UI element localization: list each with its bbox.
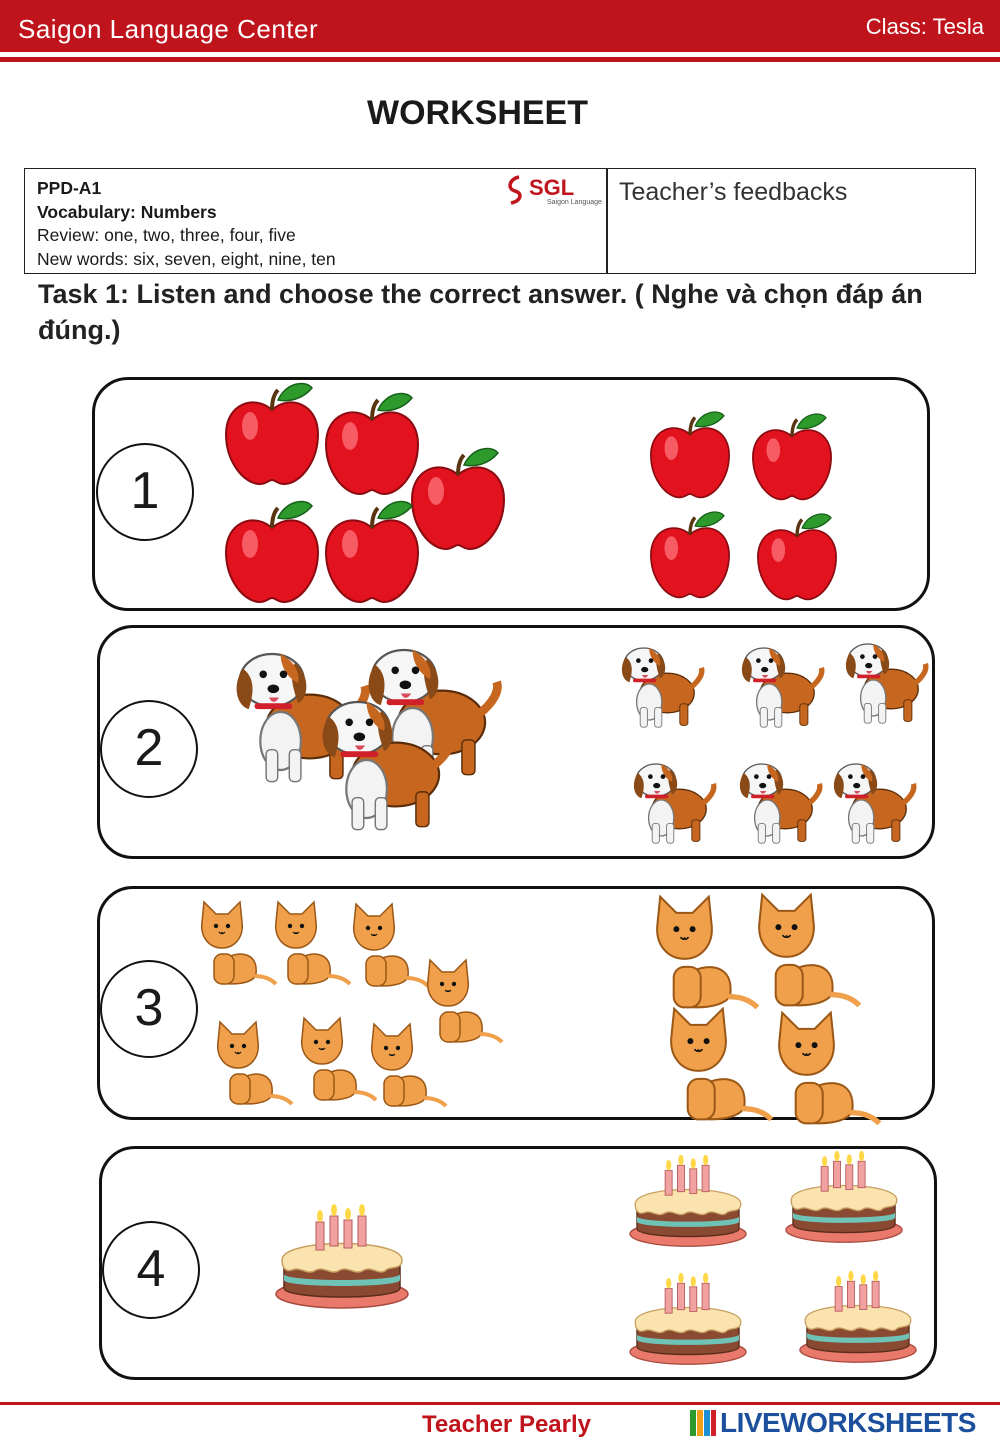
cake-image <box>800 1271 916 1363</box>
center-name: Saigon Language Center <box>18 14 319 44</box>
task1-instruction: Task 1: Listen and choose the correct answer. ( Nghe và chọn đáp án đúng.) <box>38 279 923 345</box>
teacher-name: Teacher Pearly <box>422 1411 591 1438</box>
question-number-3: 3 <box>100 960 198 1058</box>
brand-text: LIVEWORKSHEETS <box>720 1407 976 1438</box>
question-number-1: 1 <box>96 443 194 541</box>
q4-option-left[interactable] <box>276 1204 408 1308</box>
logo-text: SGL <box>529 175 575 200</box>
lesson-code: PPD-A1 <box>37 178 102 198</box>
liveworksheets-logo-icon <box>690 1410 716 1436</box>
vocab-topic: Vocabulary: Numbers <box>37 201 217 222</box>
cake-image <box>786 1151 902 1243</box>
class-label: Class: Tesla <box>865 14 984 39</box>
worksheet-title: WORKSHEET <box>367 94 588 132</box>
q4-option-right[interactable] <box>630 1151 916 1365</box>
review-words: Review: one, two, three, four, five <box>37 225 296 245</box>
teacher-feedback-label: Teacher’s feedbacks <box>619 178 848 206</box>
cake-image <box>630 1273 746 1365</box>
cake-image <box>630 1155 746 1247</box>
question-number-4: 4 <box>102 1221 200 1319</box>
logo-subtext: Saigon Language <box>547 199 602 206</box>
liveworksheets-brand[interactable] <box>690 1405 976 1441</box>
new-words: New words: six, seven, eight, nine, ten <box>37 248 336 269</box>
question-number-2: 2 <box>100 700 198 798</box>
cake-image <box>276 1204 408 1308</box>
